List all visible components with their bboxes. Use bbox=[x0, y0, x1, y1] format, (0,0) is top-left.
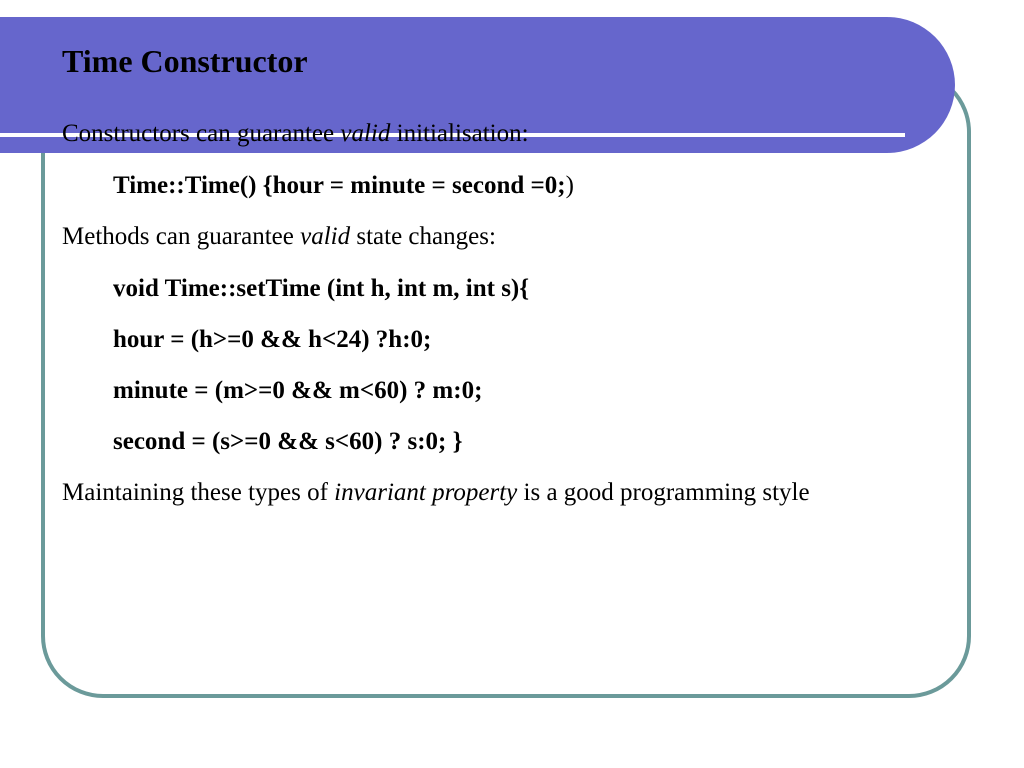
code-constructor-text: Time::Time() {hour = minute = second =0; bbox=[113, 172, 566, 199]
bullet-invariant-text-end: is a good programming style bbox=[517, 479, 810, 506]
bullet-methods-emphasis: valid bbox=[300, 223, 351, 250]
bullet-constructors-emphasis: valid bbox=[340, 120, 391, 147]
bullet-invariant-emphasis: invariant property bbox=[334, 479, 518, 506]
code-line-hour: hour = (h>=0 && h<24) ?h:0; bbox=[113, 326, 432, 353]
bullet-constructors bbox=[62, 118, 529, 150]
code-constructor bbox=[113, 170, 574, 202]
bullet-methods-text: Methods can guarantee bbox=[62, 223, 301, 250]
slide-title: Time Constructor bbox=[62, 43, 308, 79]
bullet-constructors-text: Constructors can guarantee bbox=[62, 120, 341, 147]
code-constructor-paren: ) bbox=[565, 172, 574, 199]
bullet-methods-text-end: state changes: bbox=[350, 223, 496, 250]
bullet-invariant-text: Maintaining these types of bbox=[62, 479, 335, 506]
bullet-invariant bbox=[62, 477, 810, 509]
code-line-settime: void Time::setTime (int h, int m, int s){ bbox=[113, 275, 530, 302]
code-line-minute: minute = (m>=0 && m<60) ? m:0; bbox=[113, 377, 483, 404]
bullet-constructors-text-end: initialisation: bbox=[390, 120, 529, 147]
bullet-methods bbox=[62, 221, 496, 253]
code-line-second: second = (s>=0 && s<60) ? s:0; } bbox=[113, 428, 463, 455]
